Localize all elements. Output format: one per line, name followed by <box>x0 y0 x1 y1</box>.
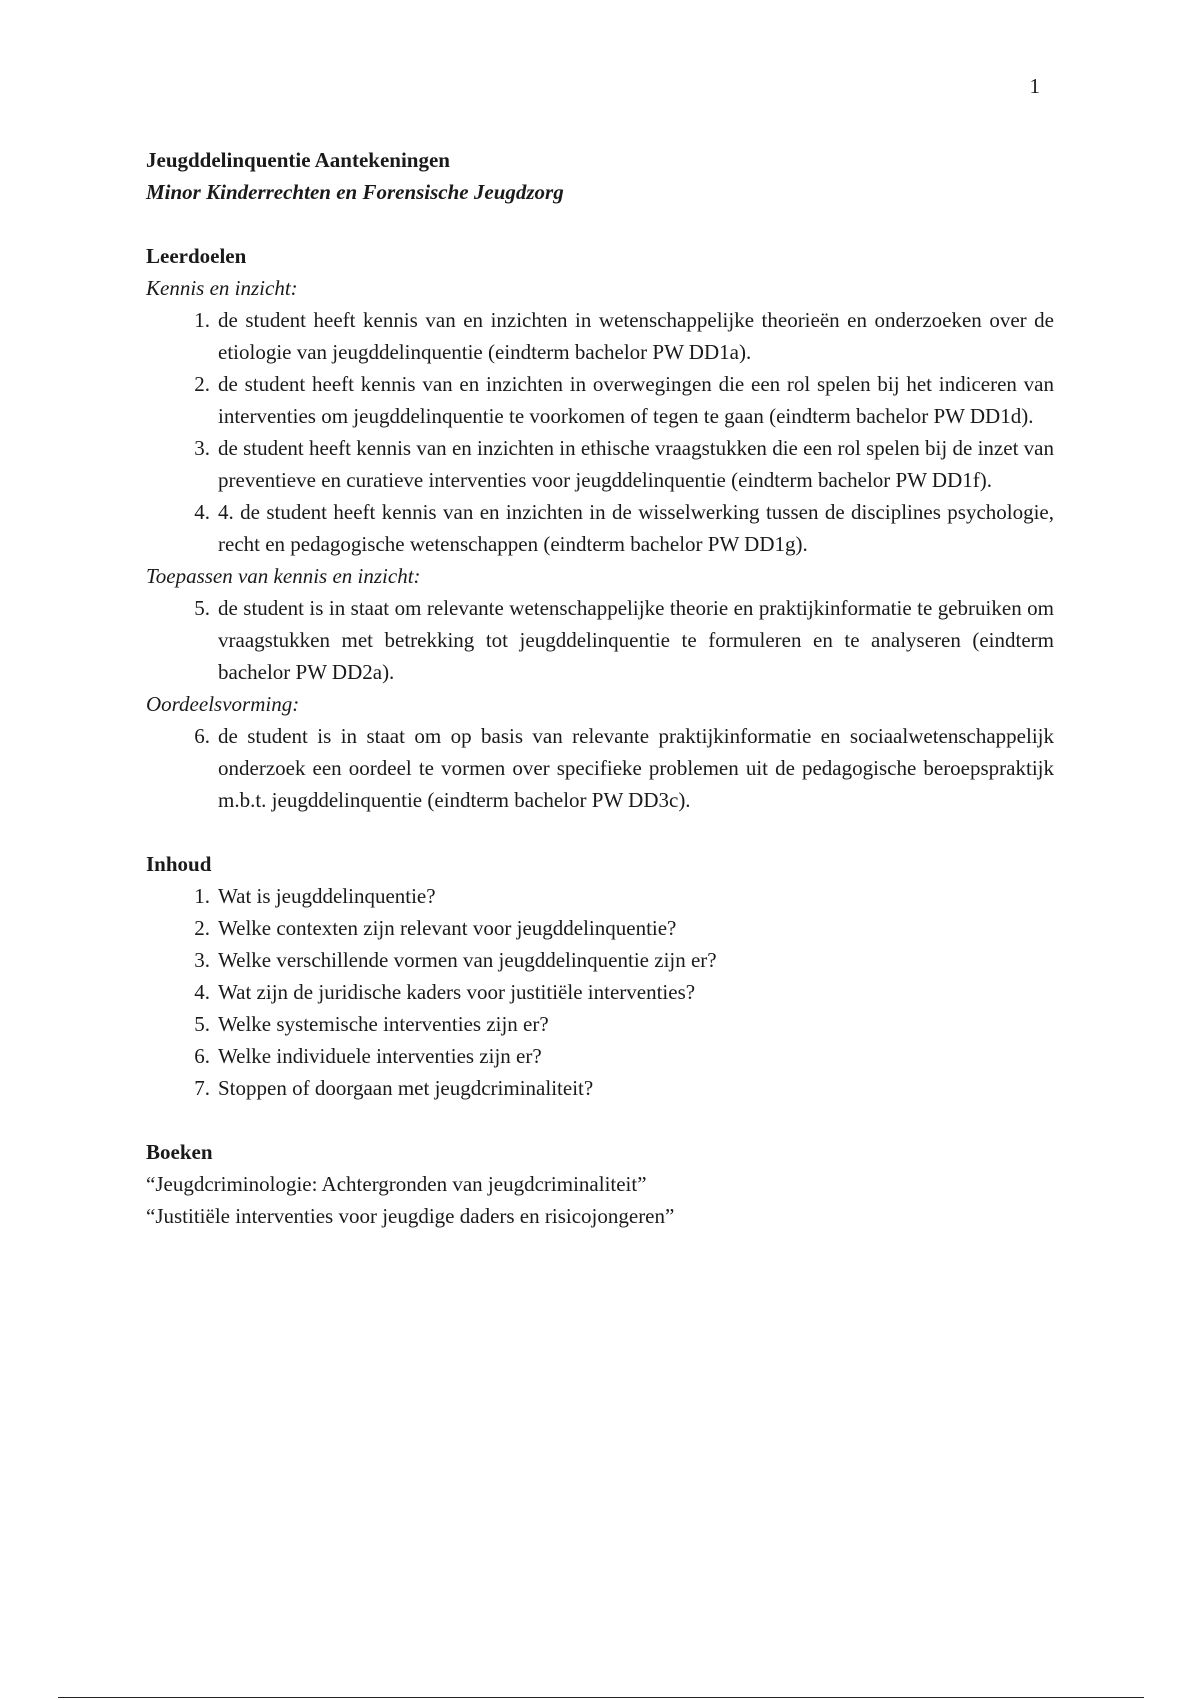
subheading-kennis: Kennis en inzicht: <box>146 276 298 300</box>
document-body <box>146 144 1054 1232</box>
subheading-toepassen: Toepassen van kennis en inzicht: <box>146 564 421 588</box>
contents-item <box>146 880 1054 912</box>
goal-number: 2 . <box>174 368 210 400</box>
goal-text: de student heeft kennis van en inzichten in ethische vraagstukken die een rol spelen bij de inzet van preventieve en curatieve interventies voor jeugddelinquentie (eindterm bachelor PW DD1f). <box>218 436 1054 492</box>
goals-list-kennis <box>146 304 1054 560</box>
contents-item <box>146 944 1054 976</box>
goal-text: de student is in staat om op basis van relevante praktijkinformatie en sociaalwetenschappelijk onderzoek een oordeel te vormen over specifieke problemen uit de pedagogische beroepspraktijk m.b.t. jeugddelinquentie (eindterm bachelor PW DD3c). <box>218 724 1054 812</box>
contents-number: 3 . <box>174 944 210 976</box>
spacer <box>146 208 1054 240</box>
goal-number: 1 . <box>174 304 210 336</box>
goal-number: 4 . <box>174 496 210 528</box>
contents-text: Wat zijn de juridische kaders voor justitiële interventies? <box>218 980 696 1004</box>
goal-text: 4. de student heeft kennis van en inzichten in de wisselwerking tussen de disciplines psychologie, recht en pedagogische wetenschappen (eindterm bachelor PW DD1g). <box>218 500 1054 556</box>
contents-number: 6 . <box>174 1040 210 1072</box>
contents-item <box>146 1072 1054 1104</box>
goal-number: 6 . <box>174 720 210 752</box>
contents-item <box>146 1040 1054 1072</box>
contents-text: Stoppen of doorgaan met jeugdcriminaliteit? <box>218 1076 594 1100</box>
book-title: “Justitiële interventies voor jeugdige daders en risicojongeren” <box>146 1204 675 1228</box>
contents-text: Welke contexten zijn relevant voor jeugddelinquentie? <box>218 916 677 940</box>
contents-number: 1 . <box>174 880 210 912</box>
contents-item <box>146 1008 1054 1040</box>
contents-number: 4 . <box>174 976 210 1008</box>
goal-number: 3 . <box>174 432 210 464</box>
spacer <box>146 1104 1054 1136</box>
section-heading-leerdoelen: Leerdoelen <box>146 244 247 268</box>
goal-item <box>146 496 1054 560</box>
goal-item <box>146 432 1054 496</box>
contents-list <box>146 880 1054 1104</box>
goal-number: 5 . <box>174 592 210 624</box>
goal-text: de student heeft kennis van en inzichten in overwegingen die een rol spelen bij het indiceren van interventies om jeugddelinquentie te voorkomen of tegen te gaan (eindterm bachelor PW DD1d). <box>218 372 1054 428</box>
document-title: Jeugddelinquentie Aantekeningen <box>146 148 450 172</box>
section-heading-inhoud: Inhoud <box>146 852 212 876</box>
book-title: “Jeugdcriminologie: Achtergronden van jeugdcriminaliteit” <box>146 1172 647 1196</box>
contents-text: Welke individuele interventies zijn er? <box>218 1044 542 1068</box>
contents-number: 2 . <box>174 912 210 944</box>
document-subtitle: Minor Kinderrechten en Forensische Jeugdzorg <box>146 180 564 204</box>
goal-item <box>146 368 1054 432</box>
goals-list-toepassen <box>146 592 1054 688</box>
contents-text: Welke verschillende vormen van jeugddelinquentie zijn er? <box>218 948 717 972</box>
footer-rule <box>58 1697 1144 1698</box>
contents-number: 7 . <box>174 1072 210 1104</box>
goal-text: de student heeft kennis van en inzichten in wetenschappelijke theorieën en onderzoeken over de etiologie van jeugddelinquentie (eindterm bachelor PW DD1a). <box>218 308 1054 364</box>
contents-text: Welke systemische interventies zijn er? <box>218 1012 549 1036</box>
contents-text: Wat is jeugddelinquentie? <box>218 884 436 908</box>
section-heading-boeken: Boeken <box>146 1140 213 1164</box>
section-leerdoelen <box>146 240 1054 816</box>
contents-item <box>146 976 1054 1008</box>
page-number: 1 <box>1029 74 1040 98</box>
section-inhoud <box>146 848 1054 1104</box>
goal-item <box>146 592 1054 688</box>
contents-item <box>146 912 1054 944</box>
subheading-oordeelsvorming: Oordeelsvorming: <box>146 692 300 716</box>
goal-item <box>146 304 1054 368</box>
contents-number: 5 . <box>174 1008 210 1040</box>
goal-item <box>146 720 1054 816</box>
goal-text: de student is in staat om relevante wetenschappelijke theorie en praktijkinformatie te gebruiken om vraagstukken met betrekking tot jeugddelinquentie te formuleren en te analyseren (eindterm bachelor PW DD2a). <box>218 596 1054 684</box>
goals-list-oordeelsvorming <box>146 720 1054 816</box>
spacer <box>146 816 1054 848</box>
section-boeken <box>146 1136 1054 1232</box>
